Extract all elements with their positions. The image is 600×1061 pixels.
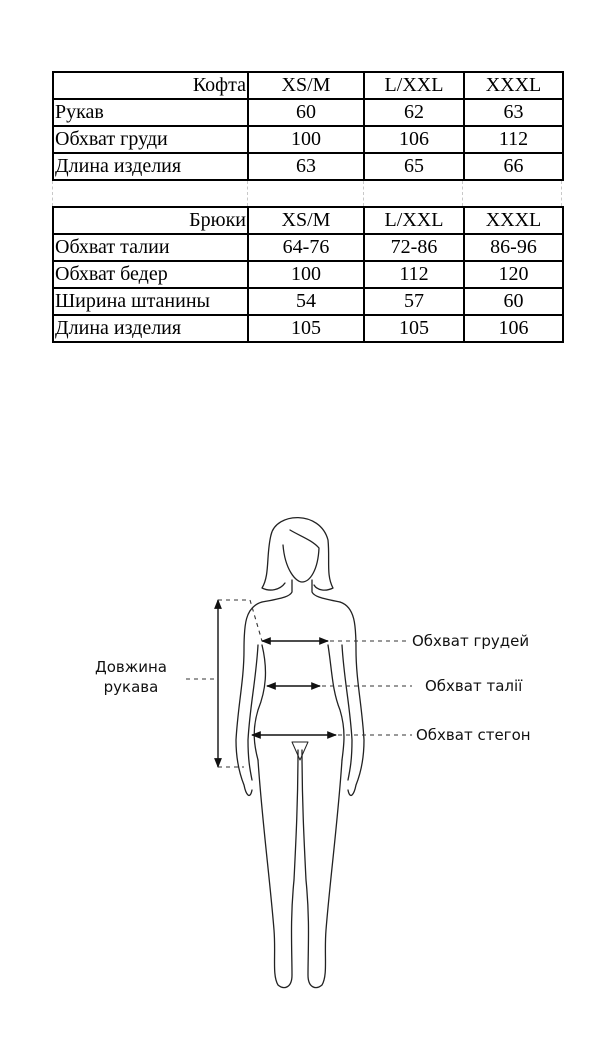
size-header: L/XXL [364, 72, 464, 99]
cell-value: 112 [464, 126, 563, 153]
chest-label: Обхват грудей [412, 632, 530, 650]
jacket-size-table [52, 71, 564, 181]
gridline [363, 181, 364, 206]
sleeve-length-label [87, 657, 175, 697]
table-row [53, 261, 563, 288]
size-header: XS/M [248, 72, 364, 99]
table-row [53, 234, 563, 261]
cell-value: 57 [364, 288, 464, 315]
label-line: Довжина [95, 658, 167, 676]
cell-value: 105 [364, 315, 464, 342]
cell-value: 100 [248, 126, 364, 153]
gridline [52, 181, 53, 206]
cell-value: 112 [364, 261, 464, 288]
cell-value: 120 [464, 261, 563, 288]
cell-value: 63 [248, 153, 364, 180]
hips-label: Обхват стегон [416, 726, 531, 744]
cell-value: 100 [248, 261, 364, 288]
table-header-row [53, 207, 563, 234]
table-row [53, 315, 563, 342]
row-label: Обхват бедер [53, 261, 248, 288]
cell-value: 60 [248, 99, 364, 126]
row-label: Длина изделия [53, 315, 248, 342]
table-title: Кофта [53, 72, 248, 99]
cell-value: 65 [364, 153, 464, 180]
cell-value: 105 [248, 315, 364, 342]
table-row [53, 126, 563, 153]
table-row [53, 288, 563, 315]
cell-value: 62 [364, 99, 464, 126]
table-gap [52, 181, 562, 206]
cell-value: 72-86 [364, 234, 464, 261]
size-header: XS/M [248, 207, 364, 234]
size-tables [52, 71, 562, 343]
table-row [53, 99, 563, 126]
cell-value: 106 [364, 126, 464, 153]
gridline [462, 181, 463, 206]
woman-silhouette-icon [0, 500, 600, 1000]
table-title: Брюки [53, 207, 248, 234]
cell-value: 64-76 [248, 234, 364, 261]
gridline [561, 181, 562, 206]
label-line: рукава [103, 678, 159, 696]
size-header: L/XXL [364, 207, 464, 234]
cell-value: 106 [464, 315, 563, 342]
pants-size-table [52, 206, 564, 343]
cell-value: 66 [464, 153, 563, 180]
waist-label: Обхват талії [425, 677, 523, 695]
gridline [247, 181, 248, 206]
body-measurement-diagram [0, 500, 600, 1000]
row-label: Рукав [53, 99, 248, 126]
size-header: XXXL [464, 72, 563, 99]
row-label: Ширина штанины [53, 288, 248, 315]
row-label: Длина изделия [53, 153, 248, 180]
cell-value: 63 [464, 99, 563, 126]
cell-value: 54 [248, 288, 364, 315]
row-label: Обхват талии [53, 234, 248, 261]
cell-value: 86-96 [464, 234, 563, 261]
table-header-row [53, 72, 563, 99]
size-header: XXXL [464, 207, 563, 234]
cell-value: 60 [464, 288, 563, 315]
table-row [53, 153, 563, 180]
row-label: Обхват груди [53, 126, 248, 153]
